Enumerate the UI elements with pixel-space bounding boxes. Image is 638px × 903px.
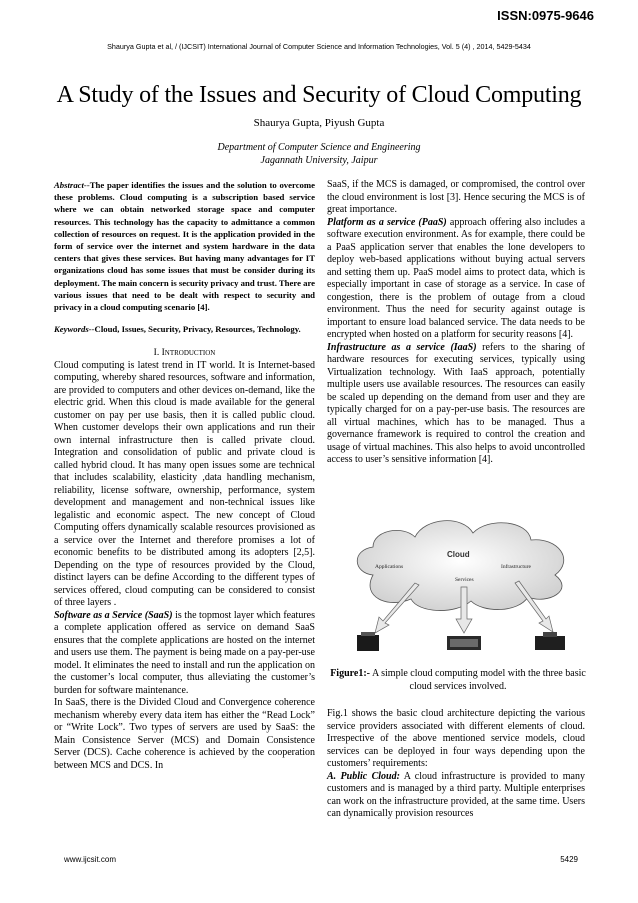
running-head: Shaurya Gupta et al, / (IJCSIT) International Journal of Computer Science and Information Technologies, Vol. 5 (4) , 2014, 5429-5434 <box>107 42 531 51</box>
section-heading <box>54 347 315 360</box>
public-cloud-paragraph <box>327 771 585 821</box>
cloud-figure <box>343 505 583 655</box>
cloud-diagram <box>343 505 583 655</box>
figure-description: Fig.1 shows the basic cloud architecture depicting the various service providers associated with different elements of cloud. Irrespective of the above mentioned service models, cloud services can be deployed in four ways depending upon the customers’ requirements: <box>327 708 585 769</box>
saas-paragraph-2: In SaaS, there is the Divided Cloud and Convergence coherence mechanism whereby every data item has either the “Read Lock” or “Write Lock”. Two types of servers are used by SaaS: the Main Consistence Server (MCS) and Domain Consistence Server (DCS). Cache coherence is achieved by the cooperation between MCS and DCS. In <box>54 697 315 771</box>
saas-label: Software as a Service (SaaS) <box>54 609 173 621</box>
applications-label: Applications <box>375 564 404 570</box>
iaas-text: refers to the sharing of hardware resources for executing services, typically using Virtualization technology. With IaaS approach, potentially multiple users use available resources. The resources can easily be scaled up depending on the demand from user and they are typically charged for on a pay-per-use basis. The resources are all virtual machines, which has to be managed. Thus a governance framework is required to control the creation and usage of virtual machines. This also helps to avoid uncontrolled access to user’s sensitive information [4]. <box>327 341 585 465</box>
device-infrastructure-icon <box>535 632 565 650</box>
paas-paragraph <box>327 217 585 342</box>
paper-title: A Study of the Issues and Security of Cloud Computing <box>56 82 582 108</box>
figure-caption-label: Figure1:- <box>330 668 370 679</box>
section-title: Introduction <box>161 348 216 359</box>
right-column <box>327 179 585 467</box>
right-column-lower <box>327 708 585 821</box>
section-number: I. <box>153 348 162 359</box>
paas-text: approach offering also includes a software execution environment. As for example, there could be a PaaS application server that enables the lone developers to deploy web-based applications without buying actual servers and setting them up. PaaS model aims to protect data, which is especially important in case of storage as a service. In case of congestion, there is the problem of outage from a cloud environment. Thus the need for security against outage is important to ensure load balanced service. The data needs to be encrypted when hosted on a platform for security reasons [4]. <box>327 216 586 340</box>
author-department: Department of Computer Science and Engineering <box>217 142 421 153</box>
infrastructure-label: Infrastructure <box>501 564 531 570</box>
abstract <box>54 179 315 313</box>
intro-paragraph: Cloud computing is latest trend in IT world. It is Internet-based computing, whereby shared resources, software and information, are provided to computers and other devices on-demand, like the electric grid. When this cloud is made available for the general customer on pay per use basis, then it is called public cloud. When customer develops their own applications and run their own internal infrastructure then is called private cloud. Integration and consolidation of public and private cloud is called hybrid cloud. It has many open issues some are technical that includes scalability, elasticity ,data handling mechanism, reliability, license software, ownership, performance, system development and management and non-technical issues like legalistic and economic aspect. The new concept of Cloud Computing offers dynamically scalable resources provisioned as a service over the Internet and therefore promises a lot of economic benefits to be distributed among its adopters [2,5]. Depending on the type of resources provided by the Cloud, distinct layers can be define According to the different types of services offered, cloud computing can be considered to consist of three layers . <box>54 359 315 609</box>
author-university: Jagannath University, Jaipur <box>260 155 378 166</box>
paper-authors: Shaurya Gupta, Piyush Gupta <box>253 117 385 129</box>
services-label: Services <box>455 577 474 583</box>
cloud-label: Cloud <box>447 550 470 559</box>
saas-text: is the topmost layer which features a complete application offered as service on demand SaaS ensures that the complete applications are hosted on the internet and users use them. The payment is being made on a pay-per-use model. It eliminates the need to install and run the application on the customer’s local computer, thus alleviating the customer’s burden for software maintenance. <box>54 609 315 696</box>
saas-paragraph <box>54 610 315 698</box>
device-services-icon <box>447 636 481 650</box>
issn: ISSN:0975-9646 <box>497 8 594 23</box>
left-column <box>54 179 315 772</box>
figure-caption <box>330 668 586 693</box>
footer-url: www.ijcsit.com <box>64 855 117 864</box>
device-applications-icon <box>357 632 379 651</box>
keywords-text: Cloud, Issues, Security, Privacy, Resources, Technology. <box>94 324 301 335</box>
public-cloud-label: A. Public Cloud: <box>327 770 400 782</box>
keywords <box>54 323 315 335</box>
paas-label: Platform as a service (PaaS) <box>327 216 447 228</box>
figure-caption-text: A simple cloud computing model with the three basic cloud services involved. <box>370 668 586 692</box>
iaas-paragraph <box>327 342 585 467</box>
public-cloud-text: A cloud infrastructure is provided to many customers and is managed by a third party. Multiple enterprises can work on the infrastructure provided, at the same time. Users can dynamically provision resources <box>327 770 585 819</box>
page-number: 5429 <box>560 855 578 864</box>
abstract-label: Abstract-- <box>54 180 90 190</box>
saas-continued: SaaS, if the MCS is damaged, or compromised, the control over the cloud environment is lost [3]. Hence securing the MCS is of great importance. <box>327 179 585 215</box>
keywords-label: Keywords-- <box>54 324 95 335</box>
abstract-text: The paper identifies the issues and the solution to overcome these problems. Cloud computing is a subscription based service where we can obtain networked storage space and computer resources. This technology has the capacity to admittance a common collection of resources on request. It is the application provided in the form of service over the internet and system hardware in the data centers that gives these services. But having many advantages for IT organizations cloud has some issues that must be consider during its deployment. The main concern is security privacy and trust. There are various issues that need to be dealt with respect to security and privacy in a cloud computing scenario [4]. <box>54 180 315 313</box>
iaas-label: Infrastructure as a service (IaaS) <box>327 341 477 353</box>
